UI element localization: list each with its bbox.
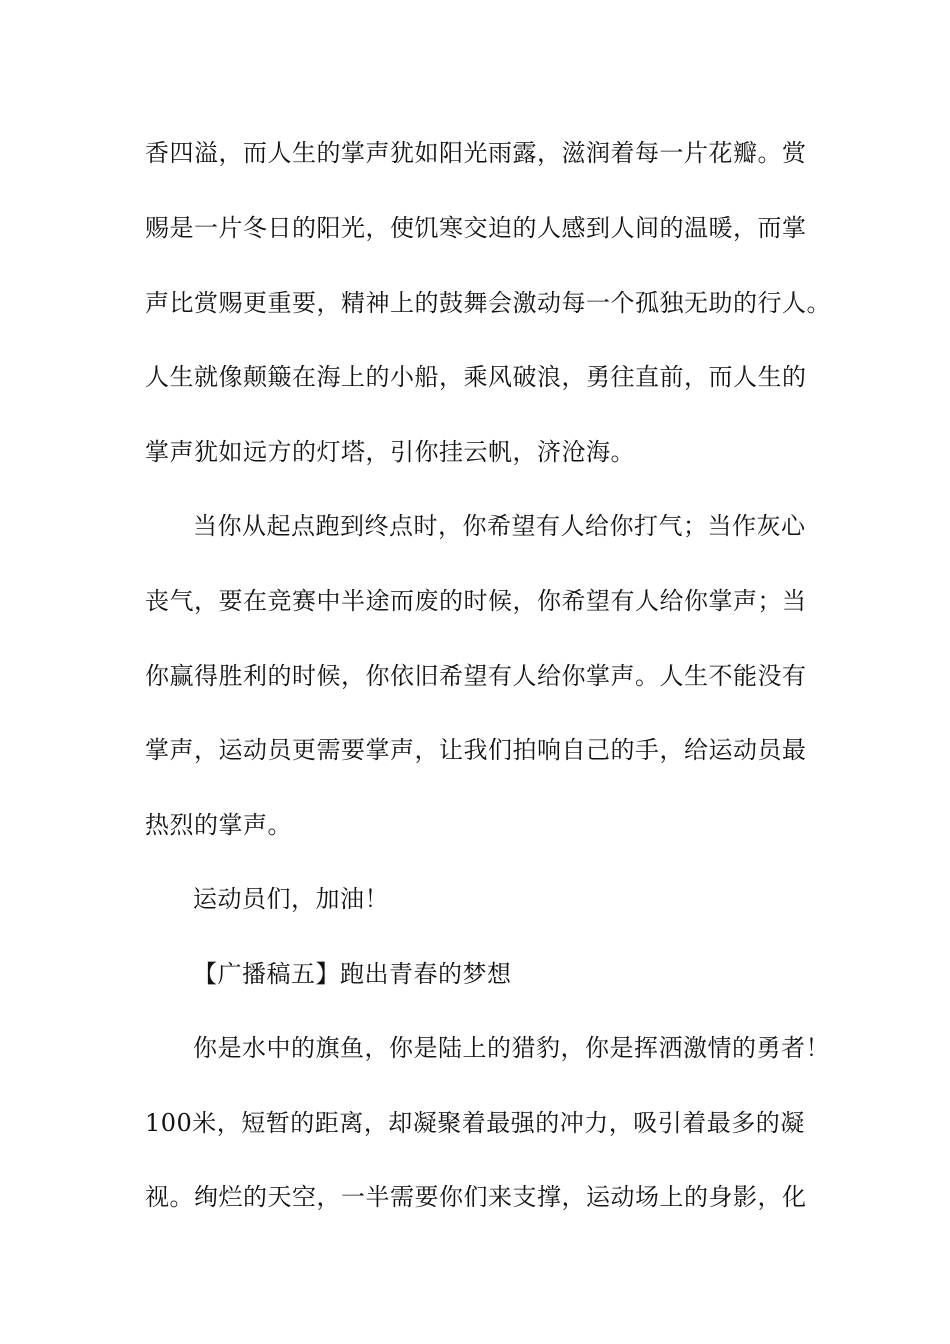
paragraph-start-line: 运动员们，加油！ (193, 885, 389, 913)
text-line: 100米，短暂的距离，却凝聚着最强的冲力，吸引着最多的凝 (145, 1109, 805, 1137)
paragraph-start-line: 当你从起点跑到终点时，你希望有人给你打气；当作灰心 (193, 512, 806, 540)
text-line: 声比赏赐更重要，精神上的鼓舞会激动每一个孤独无助的行人。 (145, 289, 831, 317)
section-heading: 【广播稿五】跑出青春的梦想 (193, 960, 512, 988)
paragraph-start-line: 你是水中的旗鱼，你是陆上的猎豹，你是挥洒激情的勇者！ (193, 1034, 830, 1062)
text-line: 视。绚烂的天空，一半需要你们来支撑，运动场上的身影，化 (145, 1183, 807, 1211)
text-line: 丧气，要在竞赛中半途而废的时候，你希望有人给你掌声；当 (145, 587, 807, 615)
text-line: 香四溢，而人生的掌声犹如阳光雨露，滋润着每一片花瓣。赏 (145, 139, 807, 167)
text-line: 人生就像颠簸在海上的小船，乘风破浪，勇往直前，而人生的 (145, 363, 807, 391)
text-line: 掌声犹如远方的灯塔，引你挂云帆，济沧海。 (145, 438, 635, 466)
text-line: 你赢得胜利的时候，你依旧希望有人给你掌声。人生不能没有 (145, 662, 807, 690)
text-line: 热烈的掌声。 (145, 811, 292, 839)
text-line: 掌声，运动员更需要掌声，让我们拍响自己的手，给运动员最 (145, 736, 807, 764)
text-line: 赐是一片冬日的阳光，使饥寒交迫的人感到人间的温暖，而掌 (145, 214, 807, 242)
